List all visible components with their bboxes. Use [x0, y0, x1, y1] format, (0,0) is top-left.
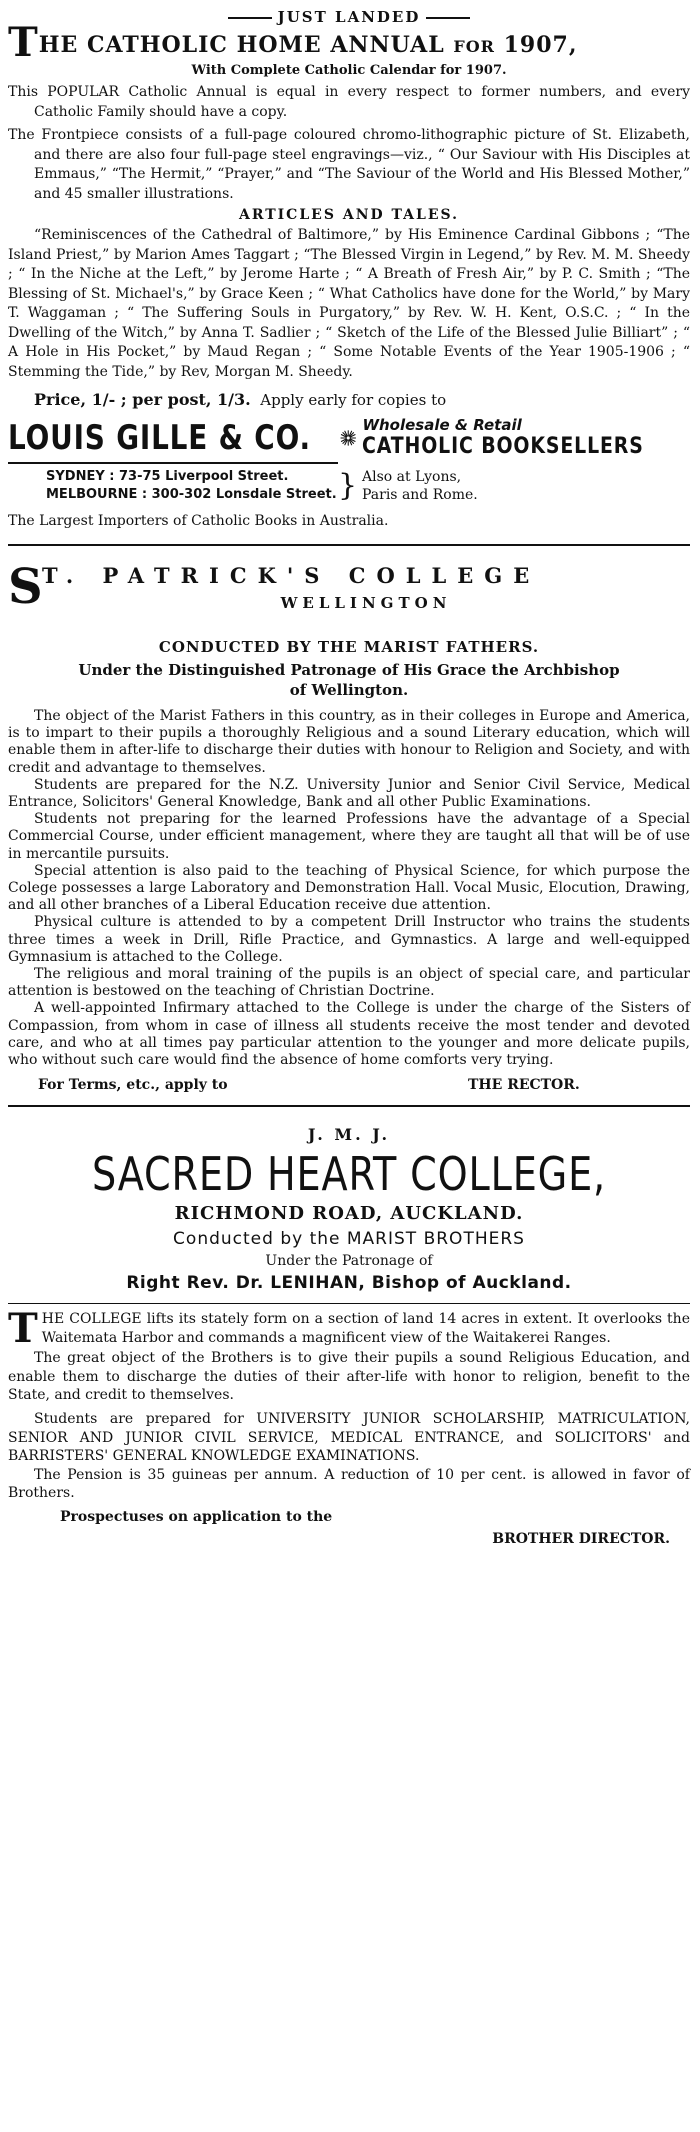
annual-title-initial: T — [8, 19, 39, 66]
bookseller-banner — [8, 414, 690, 462]
terms-line — [8, 1073, 690, 1097]
price-line — [8, 388, 690, 412]
patricks-para-object: The object of the Marist Fathers in this country, as in their colleges in Europe and America, is to impart to their pupils a thoroughly Religious and a sound Literary education, which will enable them in after-life to discharge their duties with honour to Religion and Society, and with credit and advantage to themselves. — [8, 708, 690, 776]
sacred-heart-rule — [8, 1303, 690, 1304]
patronage-label: Under the Patronage of — [265, 1253, 433, 1270]
marist-fathers-heading: CONDUCTED BY THE MARIST FATHERS. — [158, 638, 540, 656]
advert-divider-1 — [8, 544, 690, 546]
sacred-para-exams: Students are prepared for UNIVERSITY JUNIOR SCHOLARSHIP, MATRICULATION, SENIOR AND JUNIOR CIVIL SERVICE, MEDICAL ENTRANCE, and SOLICITORS' and BARRISTERS' GENERAL KNOWLEDGE EXAMINATIONS. — [8, 1411, 690, 1465]
bookseller-name: LOUIS GILLE & CO. — [8, 418, 311, 458]
articles-list: “Reminiscences of the Cathedral of Baltimore,” by His Eminence Cardinal Gibbons ; “The Island Priest,” by Marion Ames Taggart ; “The Blessed Virgin in Legend,” by Rev. M. M. Sheedy ; “ In the Niche at the Left,” by Jerome Harte ; “ A Breath of Fresh Air,” by P. C. Smith ; “The Blessing of St. Michael's,” by Grace Keen ; “ What Catholics have done for the World,” by Mary T. Waggaman ; “ The Suffering Souls in Purgatory,” by Rev. W. H. Kent, O.S.C. ; “ In the Dwelling of the Witch,” by Anna T. Sadlier ; “ Sketch of the Life of the Blessed Julie Billiart” ; “ A Hole in His Pocket,” by Maud Regan ; “ Some Notable Events of the Year 1905-1906 ; “ Stemming the Tide,” by Rev, Morgan M. Sheedy. — [8, 227, 690, 380]
kicker-rule-left — [228, 17, 272, 19]
sydney-address: SYDNEY : 73-75 Liverpool Street. — [46, 469, 289, 484]
patricks-para-infirmary: A well-appointed Infirmary attached to the College is under the charge of the Sisters of Compassion, from whom in case of illness all students receive the most tender and devoted care, and who at all times pay particular attention to the younger and more delicate pupils, who without such care would find the absence of home comforts very trying. — [8, 1000, 690, 1069]
advert-divider-2 — [8, 1105, 690, 1107]
jmj-heading: J. M. J. — [307, 1125, 391, 1145]
st-patricks-initial: S — [8, 559, 43, 615]
price-bold: Price, 1/- ; per post, 1/3. — [34, 390, 251, 409]
patronage-line: Under the Distinguished Patronage of His Grace the Archbishop of Wellington. — [78, 661, 620, 699]
annual-title — [8, 19, 690, 66]
address-brace: } — [338, 468, 358, 503]
terms-apply: For Terms, etc., apply to — [38, 1077, 228, 1094]
wholesale-retail: Wholesale & Retail — [362, 416, 522, 434]
brother-director: BROTHER DIRECTOR. — [492, 1530, 670, 1547]
sacred-heart-address: RICHMOND ROAD, AUCKLAND. — [174, 1203, 524, 1225]
other-branches — [362, 468, 690, 504]
also-at-lyons: Also at Lyons, — [362, 469, 462, 485]
bookseller-tagline — [362, 416, 690, 460]
sunburst-icon — [340, 421, 356, 455]
kicker-rule-right — [426, 17, 470, 19]
just-landed-kicker: JUST LANDED — [8, 6, 690, 28]
sacred-para-initial: T — [8, 1310, 38, 1348]
st-patricks-college-advert — [8, 560, 690, 1097]
articles-heading: ARTICLES AND TALES. — [238, 207, 460, 223]
annual-intro: This POPULAR Catholic Annual is equal in every respect to former numbers, and every Catholic Family should have a copy. — [8, 84, 690, 120]
patricks-para-religious: The religious and moral training of the pupils is an object of special care, and particular attention is bestowed on the teaching of Christian Doctrine. — [8, 966, 690, 1000]
melbourne-address: MELBOURNE : 300-302 Lonsdale Street. — [46, 487, 337, 502]
annual-frontpiece: The Frontpiece consists of a full-page coloured chromo-lithographic picture of St. Elizabeth, and there are also four full-page steel engravings—viz., “ Our Saviour with His Disciples at Emmaus,” “The Hermit,” “Prayer,” and “The Saviour of the World and His Blessed Mother,” and 45 smaller illustrations. — [8, 127, 690, 202]
bookseller-underline — [8, 462, 338, 464]
catholic-home-annual-advert — [8, 6, 690, 532]
annual-subtitle: With Complete Catholic Calendar for 1907. — [191, 63, 507, 78]
prospectus-text: Prospectuses on application to the — [60, 1508, 333, 1525]
st-patricks-heading — [8, 560, 690, 624]
sacred-para-pension: The Pension is 35 guineas per annum. A reduction of 10 per cent. is allowed in favor of Brothers. — [8, 1466, 690, 1502]
annual-title-year: 1907, — [503, 32, 578, 58]
marist-brothers-line: Conducted by the MARIST BROTHERS — [173, 1229, 525, 1250]
sacred-para-college-text: HE COLLEGE lifts its stately form on a section of land 14 acres in extent. It overlooks the Waitemata Harbor and commands a magnificent view of the Waitakerei Ranges. — [41, 1311, 690, 1346]
importers-line: The Largest Importers of Catholic Books in Australia. — [8, 513, 389, 529]
patricks-para-exams: Students are prepared for the N.Z. University Junior and Senior Civil Service, Medical Entrance, Solicitors' General Knowledge, Bank and all other Public Examinations. — [8, 776, 690, 811]
sacred-heart-title: SACRED HEART COLLEGE, — [91, 1147, 607, 1202]
st-patricks-name: T. PATRICK'S COLLEGE — [42, 563, 541, 588]
sacred-para-college — [8, 1310, 690, 1347]
bookseller-addresses — [8, 468, 690, 504]
patricks-para-commercial: Students not preparing for the learned Professions have the advantage of a Special Commercial Course, under efficient management, where they are taught all that will be of use in mercantile pursuits. — [8, 811, 690, 862]
prospectus-line — [8, 1507, 690, 1549]
patricks-para-physical: Physical culture is attended to by a competent Drill Instructor who trains the students three times a week in Drill, Rifle Practice, and Gymnastics. A large and well-equipped Gymnasium is attached to the College. — [8, 914, 690, 965]
sacred-heart-college-advert — [8, 1123, 690, 1548]
annual-title-for: FOR — [453, 37, 495, 56]
the-rector: THE RECTOR. — [468, 1077, 580, 1094]
st-patricks-location: WELLINGTON — [280, 594, 452, 612]
sacred-para-object: The great object of the Brothers is to give their pupils a sound Religious Education, and enable them to discharge the duties of their after-life with honor to religion, benefit to the State, and credit to themselves. — [8, 1350, 690, 1404]
bishop-line: Right Rev. Dr. LENIHAN, Bishop of Auckland. — [126, 1273, 572, 1294]
price-apply: Apply early for copies to — [260, 391, 447, 409]
annual-title-rest: HE CATHOLIC HOME ANNUAL — [38, 32, 445, 58]
address-list — [8, 468, 338, 504]
catholic-booksellers: CATHOLIC BOOKSELLERS — [362, 434, 645, 459]
patricks-para-science: Special attention is also paid to the teaching of Physical Science, for which purpose the Colege possesses a large Laboratory and Demonstration Hall. Vocal Music, Elocution, Drawing, and all other branches of a Liberal Education receive due attention. — [8, 862, 690, 914]
paris-rome: Paris and Rome. — [362, 487, 478, 503]
